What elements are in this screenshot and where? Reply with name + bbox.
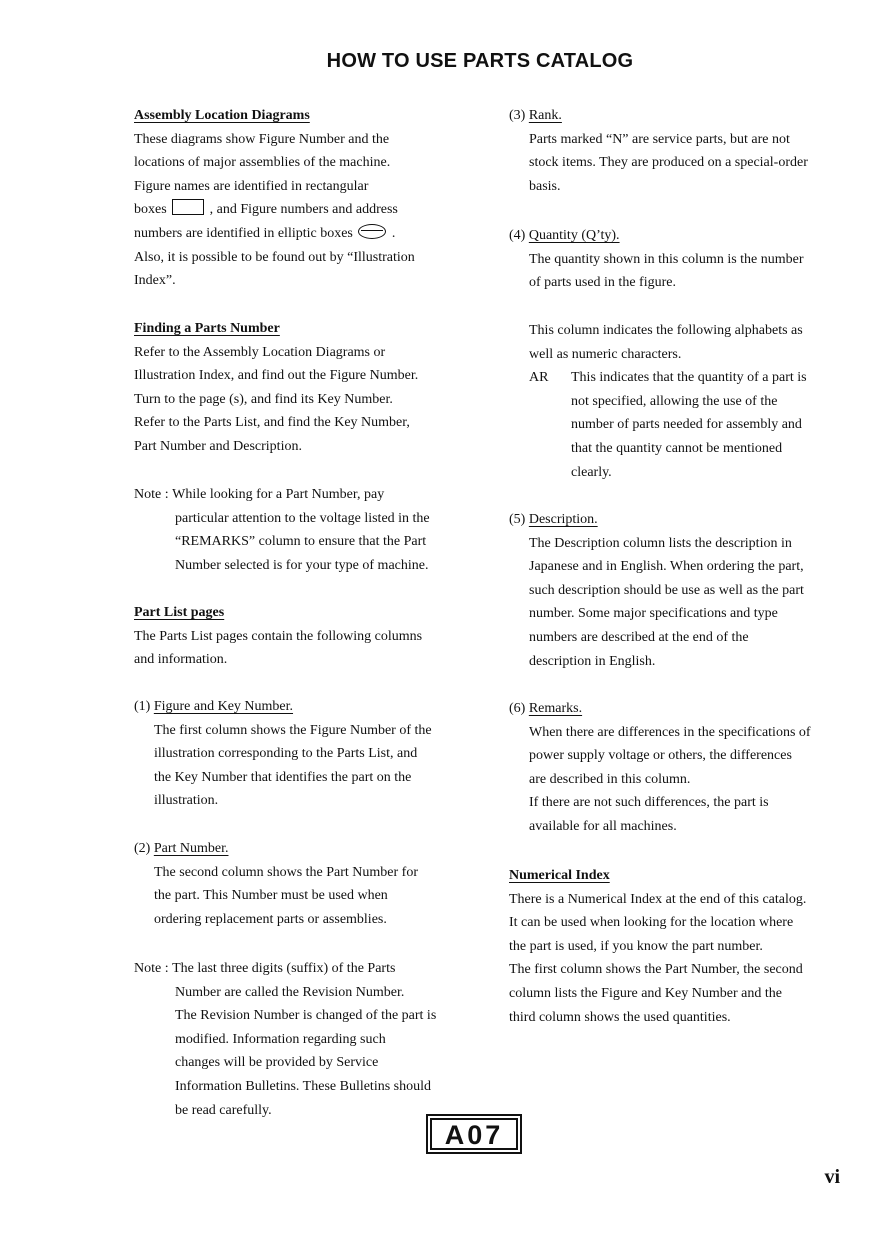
finding-line: Refer to the Parts List, and find the Key Number, [134,415,410,431]
section-line: illustration corresponding to the Parts List, and [154,746,418,762]
page-number: vi [824,1166,840,1188]
section-line: stock items. They are produced on a special-order [529,155,808,171]
partlist-line: and information. [134,652,228,668]
section-figure-key-number [134,695,474,813]
numerical-line: The first column shows the Part Number, the second [509,962,803,978]
section-line: available for all machines. [529,818,677,834]
section-rank [509,104,849,198]
ar-line: not specified, allowing the use of the [571,393,778,409]
note-line: While looking for a Part Number, pay [172,487,385,502]
assembly-line: Figure names are identified in rectangular [134,178,369,194]
section-title: (3) Rank. [509,108,562,123]
note-line: Number are called the Revision Number. [175,984,405,1000]
section-part-number [134,837,474,931]
section-line: number. Some major specifications and type [529,606,778,622]
section-line: of parts used in the figure. [529,275,676,291]
section-line: are described in this column. [529,771,691,787]
section-line: Japanese and in English. When ordering the part, [529,559,804,575]
note-label: Note : [134,487,173,502]
numerical-line: It can be used when looking for the location where [509,915,794,931]
section-line: such description should be use as well as the part [529,582,804,598]
numerical-line: column lists the Figure and Key Number and the [509,985,782,1001]
finding-line: Part Number and Description. [134,438,302,454]
note-line: Information Bulletins. These Bulletins should [175,1078,431,1094]
assembly-line: Index”. [134,273,176,289]
assembly-text: boxes [134,202,167,218]
finding-section [134,317,474,459]
note-line: The last three digits (suffix) of the Parts [172,961,396,976]
section-title: (5) Description. [509,512,598,527]
assembly-line: These diagrams show Figure Number and the [134,131,390,147]
note-line: The Revision Number is changed of the part is [175,1008,437,1024]
section-line: If there are not such differences, the part is [529,795,769,811]
section-line: illustration. [154,793,219,809]
section-line: ordering replacement parts or assemblies. [154,911,387,927]
section-line: numbers are described at the end of the [529,629,749,645]
section-title: (2) Part Number. [134,841,229,856]
note-line: modified. Information regarding such [175,1031,386,1047]
assembly-section [134,104,474,293]
section-line: When there are differences in the specifications of [529,724,811,740]
section-title: (4) Quantity (Q’ty). [509,228,620,243]
numerical-line: There is a Numerical Index at the end of this catalog. [509,891,807,907]
note-line: changes will be provided by Service [175,1055,379,1071]
ar-line: This indicates that the quantity of a part is [571,370,807,386]
assembly-text: numbers are identified in elliptic boxes [134,225,353,241]
numerical-line: the part is used, if you know the part number. [509,938,763,954]
note-line: Number selected is for your type of machine. [175,557,429,573]
note-line: particular attention to the voltage listed in the [175,510,430,526]
note-label: Note : [134,961,173,976]
ar-line: that the quantity cannot be mentioned [571,440,783,456]
section-line: The Description column lists the description in [529,535,792,551]
section-line: The quantity shown in this column is the number [529,251,804,267]
section-remarks [509,697,849,839]
numerical-line: third column shows the used quantities. [509,1009,731,1025]
page-stamp-text: A07 [430,1118,518,1150]
section-line: description in English. [529,653,656,669]
numerical-heading: Numerical Index [509,868,610,883]
note-line: be read carefully. [175,1102,272,1118]
section-line: basis. [529,178,561,194]
quantity-alphabets [509,319,849,484]
section-title: (6) Remarks. [509,701,583,716]
section-line: The first column shows the Figure Number of the [154,722,432,738]
section-title: (1) Figure and Key Number. [134,699,294,714]
assembly-text: . [391,225,396,241]
elliptic-box-icon [358,224,386,239]
ar-line: number of parts needed for assembly and [571,417,802,433]
section-line: The second column shows the Part Number for [154,864,418,880]
finding-line: Refer to the Assembly Location Diagrams or [134,344,386,360]
section-line: the Key Number that identifies the part on the [154,769,412,785]
partlist-line: The Parts List pages contain the following columns [134,628,423,644]
partlist-section [134,601,474,672]
ar-label: AR [529,370,549,386]
finding-line: Turn to the page (s), and find its Key Number. [134,391,393,407]
page-title: HOW TO USE PARTS CATALOG [326,50,634,72]
rectangular-box-icon [172,199,204,215]
ar-line: clearly. [571,464,612,480]
part-number-note [134,957,474,1122]
partlist-heading: Part List pages [134,605,225,620]
assembly-text: , and Figure numbers and address [209,202,398,218]
assembly-line: Also, it is possible to be found out by “Illustration [134,249,415,265]
section-line: the part. This Number must be used when [154,888,388,904]
finding-note [134,483,474,577]
finding-line: Illustration Index, and find out the Figure Number. [134,368,419,384]
assembly-line [134,222,474,246]
assembly-line: locations of major assemblies of the machine. [134,155,391,171]
section-line: Parts marked “N” are service parts, but are not [529,131,790,147]
numerical-section [509,864,849,1029]
section-description [509,508,849,673]
section-line: power supply voltage or others, the differences [529,748,792,764]
note-line: “REMARKS” column to ensure that the Part [175,534,427,550]
section-line: well as numeric characters. [529,346,682,362]
section-line: This column indicates the following alphabets as [529,323,803,338]
assembly-line [134,198,474,222]
section-quantity [509,224,849,295]
page-stamp [426,1114,522,1154]
assembly-heading: Assembly Location Diagrams [134,108,310,123]
finding-heading: Finding a Parts Number [134,321,280,336]
